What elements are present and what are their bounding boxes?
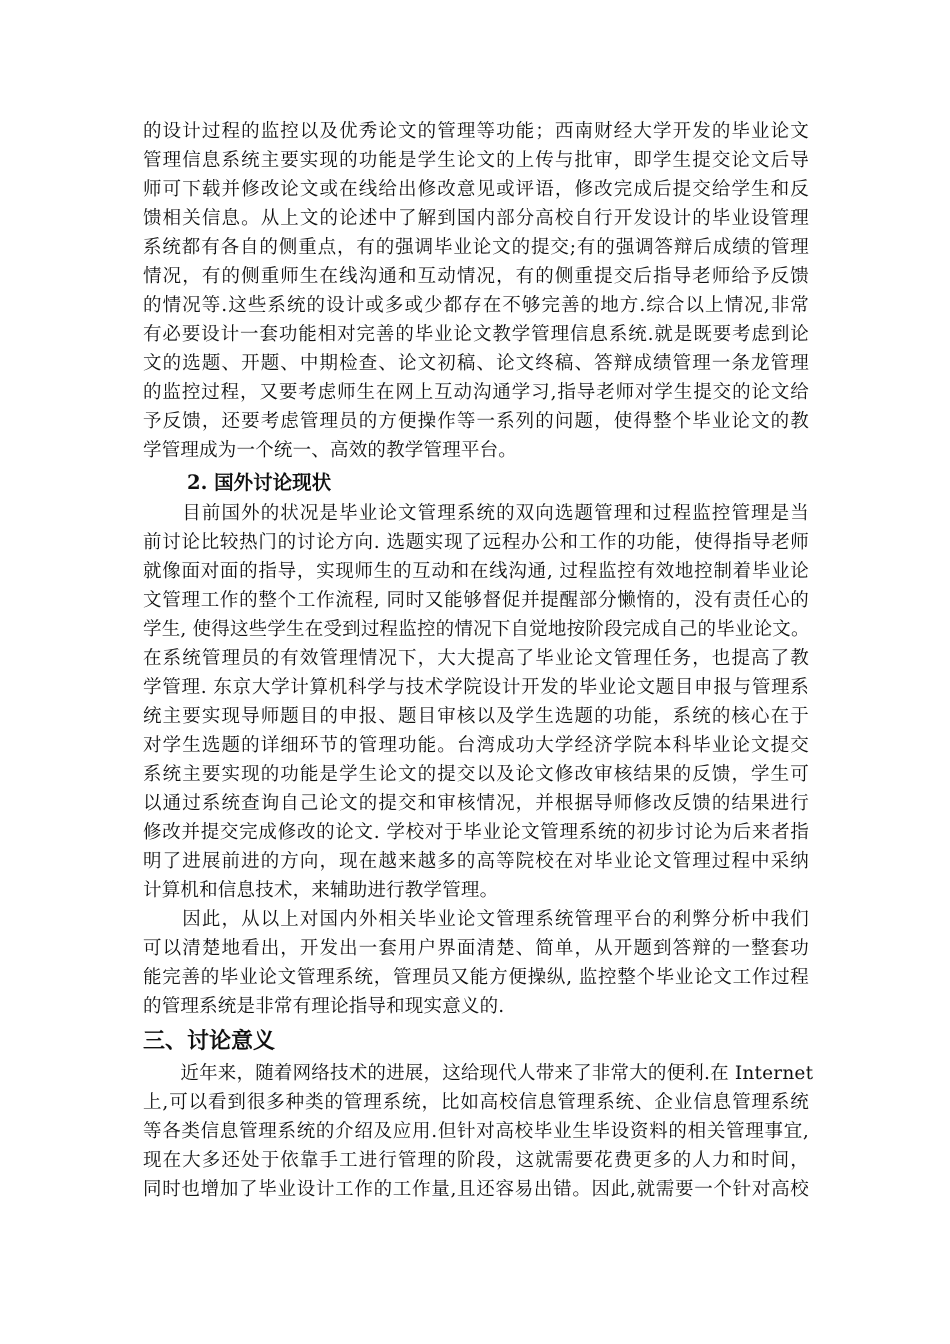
text-line: 统主要实现导师题目的申报、题目审核以及学生选题的功能，系统的核心在于 [143, 706, 809, 727]
text-line: 学管理. 东京大学计算机科学与技术学院设计开发的毕业论文题目申报与管理系 [143, 677, 809, 698]
text-line: 目前国外的状况是毕业论文管理系统的双向选题管理和过程监控管理是当 [143, 503, 809, 524]
text-line: 馈相关信息。从上文的论述中了解到国内部分高校自行开发设计的毕业设管理 [143, 208, 809, 229]
text-line: 学管理成为一个统一、高效的教学管理平台。 [143, 440, 518, 461]
text-line: 有必要设计一套功能相对完善的毕业论文教学管理信息系统.就是既要考虑到论 [143, 324, 809, 345]
text-line: 学生, 使得这些学生在受到过程监控的情况下自觉地按阶段完成自己的毕业论文。 [143, 619, 810, 640]
text-line: 文管理工作的整个工作流程, 同时又能够督促并提醒部分懒惰的，没有责任心的 [143, 590, 809, 611]
section-heading-foreign-status: 2. 国外讨论现状 [187, 471, 332, 494]
text-line: 以通过系统查询自己论文的提交和审核情况，并根据导师修改反馈的结果进行 [143, 793, 809, 814]
paragraph-significance [143, 1059, 814, 1204]
paragraph-conclusion [143, 905, 809, 1021]
text-line: 的设计过程的监控以及优秀论文的管理等功能；西南财经大学开发的毕业论文 [143, 121, 809, 142]
text-line: 对学生选题的详细环节的管理功能。台湾成功大学经济学院本科毕业论文提交 [143, 735, 809, 756]
text-line: 系统都有各自的侧重点，有的强调毕业论文的提交;有的强调答辩后成绩的管理 [143, 237, 809, 258]
document-body [143, 117, 814, 1204]
text-line: 予反馈，还要考虑管理员的方便操作等一系列的问题，使得整个毕业论文的教 [143, 411, 809, 432]
text-line: 因此，从以上对国内外相关毕业论文管理系统管理平台的利弊分析中我们 [143, 909, 809, 930]
text-line: 计算机和信息技术，来辅助进行教学管理。 [143, 880, 499, 901]
text-line: 的监控过程，又要考虑师生在网上互动沟通学习,指导老师对学生提交的论文给 [143, 382, 809, 403]
text-line: 明了进展前进的方向，现在越来越多的高等院校在对毕业论文管理过程中采纳 [143, 851, 809, 872]
paragraph-foreign-status [143, 499, 809, 905]
text-line: 系统主要实现的功能是学生论文的提交以及论文修改审核结果的反馈，学生可 [143, 764, 809, 785]
text-line: 文的选题、开题、中期检查、论文初稿、论文终稿、答辩成绩管理一条龙管理 [143, 353, 809, 374]
section-heading-significance: 三、讨论意义 [143, 1028, 276, 1054]
text-line: 师可下载并修改论文或在线给出修改意见或评语，修改完成后提交给学生和反 [143, 179, 809, 200]
text-line: 的情况等.这些系统的设计或多或少都存在不够完善的地方.综合以上情况,非常 [143, 295, 809, 316]
paragraph-domestic-status-continued [143, 117, 809, 465]
text-line: 能完善的毕业论文管理系统，管理员又能方便操纵, 监控整个毕业论文工作过程 [143, 967, 809, 988]
text-line: 管理信息系统主要实现的功能是学生论文的上传与批审，即学生提交论文后导 [143, 150, 809, 171]
text-line: 等各类信息管理系统的介绍及应用.但针对高校毕业生毕设资料的相关管理事宜, [143, 1121, 809, 1142]
text-line: 可以清楚地看出，开发出一套用户界面清楚、简单，从开题到答辩的一整套功 [143, 938, 809, 959]
text-line: 修改并提交完成修改的论文. 学校对于毕业论文管理系统的初步讨论为后来者指 [143, 822, 809, 843]
text-line: 现在大多还处于依靠手工进行管理的阶段，这就需要花费更多的人力和时间， [143, 1150, 809, 1171]
text-line: 前讨论比较热门的讨论方向. 选题实现了远程办公和工作的功能，使得指导老师 [143, 532, 809, 553]
text-line: 近年来，随着网络技术的进展，这给现代人带来了非常大的便利.在 Internet [143, 1063, 814, 1084]
text-line: 的管理系统是非常有理论指导和现实意义的. [143, 996, 505, 1017]
text-line: 上,可以看到很多种类的管理系统，比如高校信息管理系统、企业信息管理系统 [143, 1092, 809, 1113]
text-line: 在系统管理员的有效管理情况下，大大提高了毕业论文管理任务，也提高了教 [143, 648, 809, 669]
text-line: 就像面对面的指导，实现师生的互动和在线沟通, 过程监控有效地控制着毕业论 [143, 561, 809, 582]
text-line: 情况，有的侧重师生在线沟通和互动情况，有的侧重提交后指导老师给予反馈 [143, 266, 809, 287]
text-line: 同时也增加了毕业设计工作的工作量,且还容易出错。因此,就需要一个针对高校 [143, 1179, 809, 1200]
